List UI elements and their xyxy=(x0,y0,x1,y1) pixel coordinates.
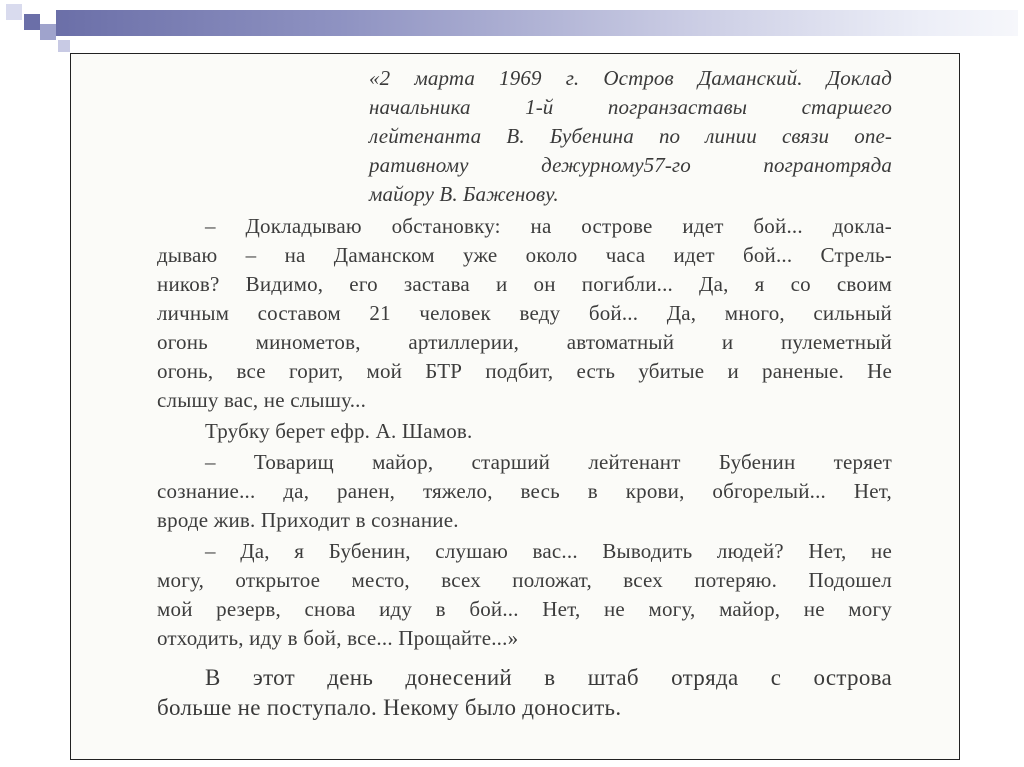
report-heading xyxy=(369,64,892,209)
heading-line: майору В. Баженову. xyxy=(369,182,559,206)
heading-line: «2 марта 1969 г. Остров Даманский. Доклад xyxy=(369,66,892,90)
text-line: могу, открытое место, всех положат, всех потеряю. Подошел xyxy=(157,568,892,592)
scanned-page xyxy=(70,53,960,760)
text-line: Трубку берет ефр. А. Шамов. xyxy=(205,419,473,443)
text-line: больше не поступало. Некому было доносить. xyxy=(157,695,622,720)
heading-line: ративному дежурному57-го погранотряда xyxy=(369,153,892,177)
closing-paragraph xyxy=(157,663,892,723)
text-line: огонь минометов, артиллерии, автоматный и пулеметный xyxy=(157,330,892,354)
title-bar-decoration xyxy=(56,10,1018,36)
text-line: отходить, иду в бой, все... Прощайте...» xyxy=(157,626,519,650)
heading-line: лейтенанта В. Бубенина по линии связи опе- xyxy=(369,124,892,148)
decor-square xyxy=(58,40,70,52)
page-text xyxy=(157,64,892,723)
text-line: сознание... да, ранен, тяжело, весь в крови, обгорелый... Нет, xyxy=(157,479,892,503)
text-line: дываю – на Даманском уже около часа идет бой... Стрель- xyxy=(157,243,892,267)
paragraph-shamov xyxy=(157,448,892,535)
heading-line: начальника 1-й погранзаставы старшего xyxy=(369,95,892,119)
text-line: В этот день донесений в штаб отряда с острова xyxy=(205,665,892,690)
text-line: мой резерв, снова иду в бой... Нет, не могу, майор, не могу xyxy=(157,597,892,621)
decor-square xyxy=(24,14,40,30)
decor-square xyxy=(6,4,22,20)
text-line: – Докладываю обстановку: на острове идет бой... докла- xyxy=(205,214,892,238)
text-line: огонь, все горит, мой БТР подбит, есть убитые и раненые. Не xyxy=(157,359,892,383)
text-line: слышу вас, не слышу... xyxy=(157,388,367,412)
text-line: личным составом 21 человек веду бой... Да, много, сильный xyxy=(157,301,892,325)
text-line: ников? Видимо, его застава и он погибли... Да, я со своим xyxy=(157,272,892,296)
paragraph-handover xyxy=(157,417,892,446)
text-line: – Товарищ майор, старший лейтенант Бубенин теряет xyxy=(205,450,892,474)
paragraph-report xyxy=(157,212,892,415)
text-line: – Да, я Бубенин, слушаю вас... Выводить людей? Нет, не xyxy=(205,539,892,563)
decor-square xyxy=(40,24,56,40)
text-line: вроде жив. Приходит в сознание. xyxy=(157,508,459,532)
paragraph-bubenin xyxy=(157,537,892,653)
